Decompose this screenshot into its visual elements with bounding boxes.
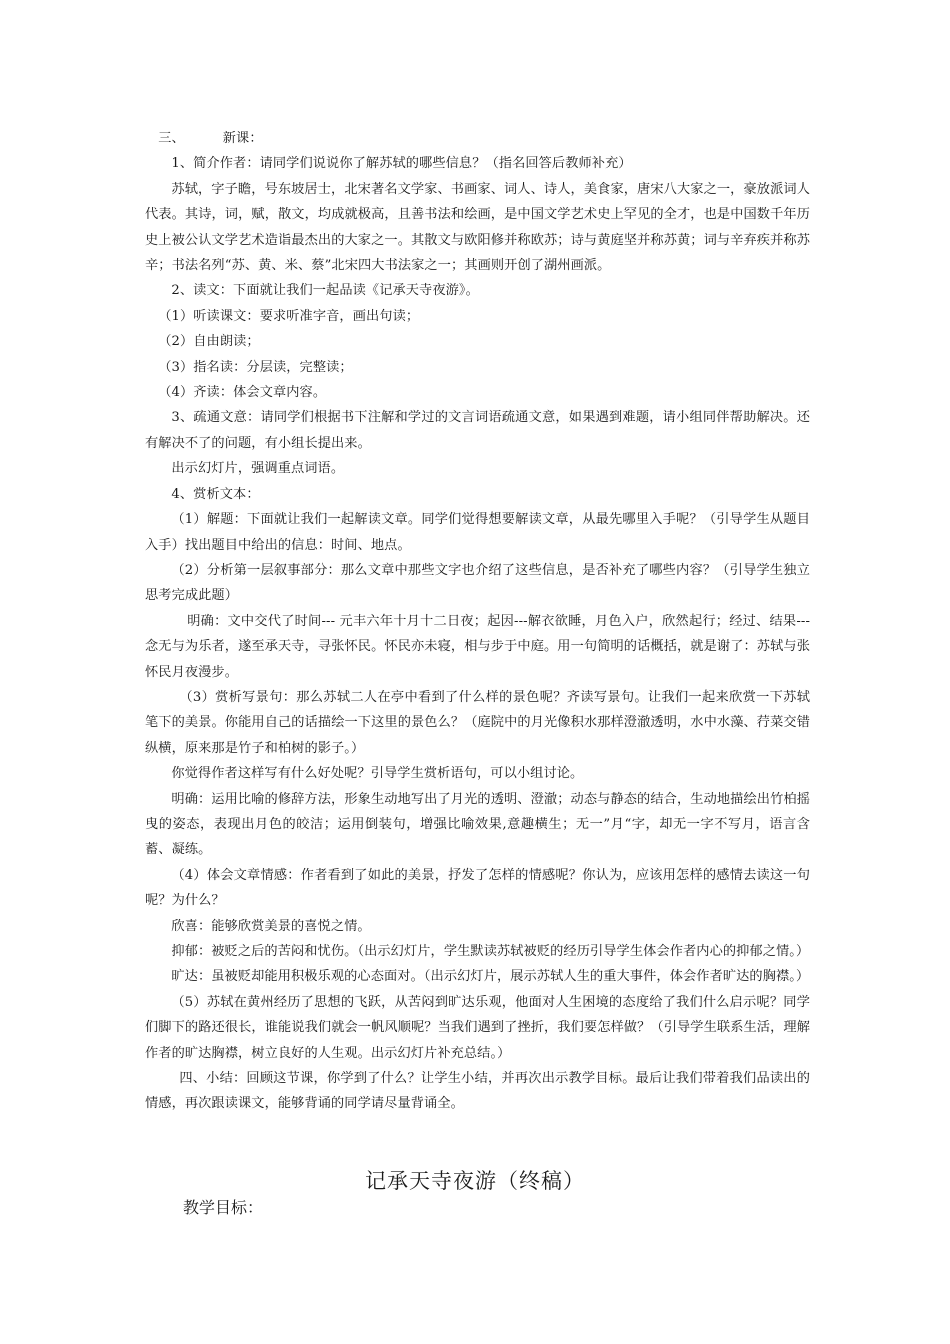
paragraph: 旷达：虽被贬却能用积极乐观的心态面对。（出示幻灯片，展示苏轼人生的重大事件，体会作者旷达的胸襟。） [171, 969, 810, 985]
paragraph: 苏轼，字子瞻，号东坡居士，北宋著名文学家、书画家、词人、诗人，美食家，唐宋八大家之一，豪放派词人代表。其诗，词，赋，散文，均成就极高，且善书法和绘画，是中国文学艺术史上罕见的全才，也是中国数千年历史上被公认文学艺术造诣最杰出的大家之一。其散文与欧阳修并称欧苏；诗与黄庭坚并称苏黄；词与辛弃疾并称苏辛；书法名列“苏、黄、米、蔡”北宋四大书法家之一；其画则开创了湖州画派。 [145, 181, 810, 274]
list-item: （4）齐读：体会文章内容。 [158, 385, 327, 401]
paragraph: （4）体会文章情感：作者看到了如此的美景，抒发了怎样的情感呢？你认为，应该用怎样的感情去读这一句呢？为什么？ [145, 867, 810, 909]
paragraph: 你觉得作者这样写有什么好处呢？引导学生赏析语句，可以小组讨论。 [171, 766, 584, 782]
section-heading [145, 126, 810, 151]
paragraph: 出示幻灯片，强调重点词语。 [171, 461, 345, 477]
section-title: 新课： [222, 131, 263, 146]
list-item: （2）自由朗读； [158, 334, 260, 350]
paragraph: 2、读文：下面就让我们一起品读《记承天寺夜游》。 [171, 283, 479, 299]
paragraph: （5）苏轼在黄州经历了思想的飞跃，从苦闷到旷达乐观，他面对人生困境的态度给了我们什么启示呢？同学们脚下的路还很长，谁能说我们就会一帆风顺呢？当我们遇到了挫折，我们要怎样做？（引导学生联系生活，理解作者的旷达胸襟，树立良好的人生观。出示幻灯片补充总结。） [145, 994, 810, 1061]
list-item: （1）听读课文：要求听准字音，画出句读； [158, 308, 420, 324]
document-title: 记承天寺夜游（终稿） [365, 1169, 585, 1193]
paragraph: 欣喜：能够欣赏美景的喜悦之情。 [171, 918, 371, 934]
paragraph: （2）分析第一层叙事部分：那么文章中那些文字也介绍了这些信息，是否补充了哪些内容？（引导学生独立思考完成此题） [145, 562, 810, 604]
paragraph: （1）解题：下面就让我们一起解读文章。同学们觉得想要解读文章，从最先哪里入手呢？（引导学生从题目入手）找出题目中给出的信息：时间、地点。 [145, 512, 810, 553]
summary-paragraph: 四、小结：回顾这节课，你学到了什么？让学生小结，并再次出示教学目标。最后让我们带着我们品读出的情感，再次跟读课文，能够背诵的同学请尽量背诵全。 [145, 1071, 810, 1112]
paragraph: 明确：运用比喻的修辞方法，形象生动地写出了月光的透明、澄澈；动态与静态的结合，生动地描绘出竹柏摇曳的姿态，表现出月色的皎洁；运用倒装句，增强比喻效果,意趣横生；无一”月“字，却无一字不写月，语言含蓄、凝练。 [145, 791, 810, 858]
paragraph: 4、赏析文本： [171, 486, 260, 502]
paragraph: 1、简介作者：请同学们说说你了解苏轼的哪些信息？（指名回答后教师补充） [171, 156, 632, 172]
section-subtitle: 教学目标： [183, 1198, 264, 1217]
paragraph: 明确：文中交代了时间--- 元丰六年十月十二日夜；起因---解衣欲睡，月色入户，欣然起行；经过、结果---念无与为乐者，遂至承天寺，寻张怀民。怀民亦未寝，相与步于中庭。用一句简明的话概括，就是谢了：苏轼与张怀民月夜漫步。 [145, 613, 810, 680]
paragraph: （3）赏析写景句：那么苏轼二人在亭中看到了什么样的景色呢？齐读写景句。让我们一起来欣赏一下苏轼笔下的美景。你能用自己的话描绘一下这里的景色么？（庭院中的月光像积水那样澄澈透明，水中水藻、荇菜交错纵横，原来那是竹子和柏树的影子。） [145, 689, 810, 756]
list-item: （3）指名读：分层读，完整读； [158, 359, 353, 375]
lesson-body [145, 126, 810, 1117]
paragraph: 抑郁：被贬之后的苦闷和忧伤。（出示幻灯片，学生默读苏轼被贬的经历引导学生体会作者内心的抑郁之情。） [171, 944, 810, 959]
paragraph: 3、疏通文意：请同学们根据书下注解和学过的文言词语疏通文意，如果遇到难题，请小组同伴帮助解决。还有解决不了的问题，有小组长提出来。 [145, 410, 810, 451]
section-number: 三、 [158, 131, 185, 146]
